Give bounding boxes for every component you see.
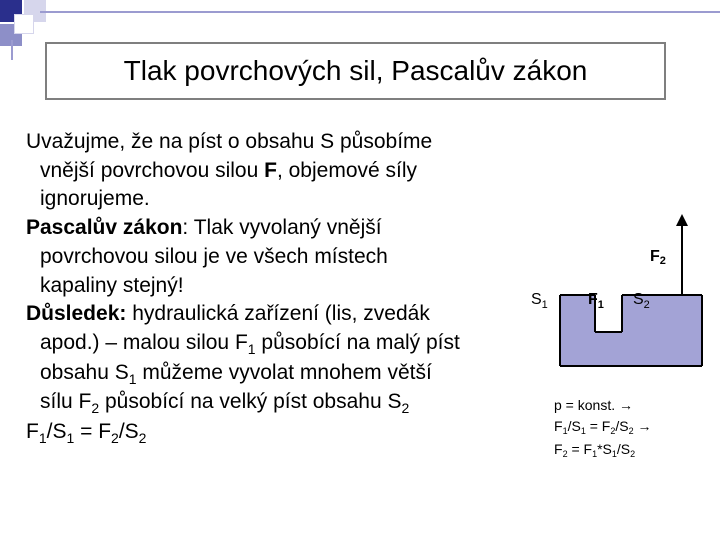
text-line [26,157,556,186]
subscript: 2 [562,449,568,459]
label-s2 [633,291,650,309]
text-bold: F [588,291,598,308]
subscript: 2 [138,430,147,447]
subscript: 1 [562,426,568,436]
text: *S [597,441,612,457]
text: /S [615,418,629,434]
text-line [26,329,556,359]
text: : Tlak vyvolaný vnější [182,216,382,240]
hydraulic-diagram [540,210,720,380]
text: = F [567,441,593,457]
text-bold: Důsledek: [26,302,127,326]
text: → [633,418,652,434]
equation-line [554,395,652,416]
label-f2 [650,248,666,266]
text-line [26,243,556,272]
text: F [26,420,39,444]
equation-line [554,416,652,439]
page-title: Tlak povrchových sil, Pascalův zákon [123,55,588,86]
text: = F [74,420,112,444]
decor-top-line [40,11,720,13]
decor-square-white [14,14,34,34]
text: S [633,291,644,308]
text: Uvažujme, že na píst o obsahu S působíme [26,130,433,153]
title-box [45,42,666,100]
subscript: 1 [580,426,586,436]
label-f1 [588,291,604,309]
text-bold: F [650,248,660,265]
subscript: 1 [597,299,604,311]
text-line [26,359,556,389]
subscript: 2 [610,426,616,436]
text: /S [616,441,631,457]
equation-line [554,439,652,462]
subscript: 1 [66,430,75,447]
subscript: 1 [541,299,548,311]
text: S [531,291,542,308]
text-line [26,418,556,448]
text-line [26,272,556,301]
label-s1 [531,291,548,309]
text: F [554,418,563,434]
text: můžeme vyvolat mnohem větší [136,360,432,384]
subscript: 1 [592,449,598,459]
text: povrchovou silou je ve všech místech [40,244,388,268]
text-line [26,388,556,418]
text: sílu F [40,390,92,414]
text-bold: F [264,158,277,182]
arrow-f2-head [676,214,688,226]
body-text [26,128,556,448]
subscript: 1 [247,340,256,357]
subscript: 2 [630,449,636,459]
equations [554,395,652,462]
subscript: 2 [659,255,666,267]
subscript: 1 [38,430,47,447]
text: ignorujeme. [40,187,150,211]
subscript: 1 [611,449,617,459]
subscript: 2 [401,400,410,417]
text: /S [567,418,581,434]
text-line [26,128,556,157]
subscript: 2 [643,299,650,311]
decor-left-line [11,40,13,60]
subscript: 1 [128,370,137,387]
text: , objemové síly [276,158,418,182]
subscript: 2 [111,430,119,447]
text: kapaliny stejný! [40,273,184,297]
text: = F [585,418,611,434]
text: F [554,441,563,457]
text-line [26,185,556,214]
text: hydraulická zařízení (lis, zvedák [126,302,430,326]
text-line [26,300,556,329]
text-bold: Pascalův zákon [26,216,183,240]
text: p = konst. → [554,397,633,413]
subscript: 2 [91,400,100,417]
subscript: 2 [628,426,634,436]
text: působící na malý píst [255,330,460,354]
text: obsahu S [40,360,129,384]
text-line [26,214,556,243]
text: vnější povrchovou silou [40,158,265,182]
text: /S [46,420,67,444]
text: /S [118,420,139,444]
text: působící na velký píst obsahu S [99,390,402,414]
text: apod.) – malou silou F [40,330,248,354]
